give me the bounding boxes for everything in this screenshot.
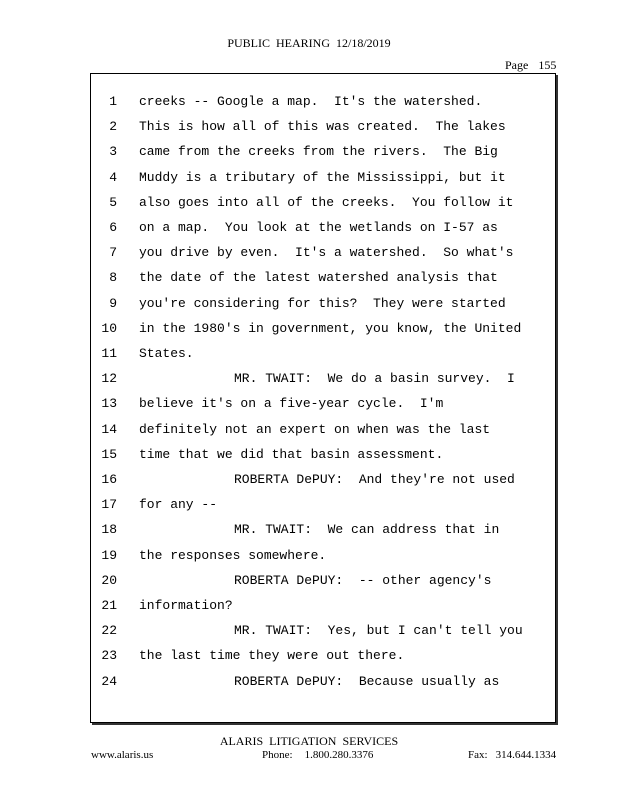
line-number: 8	[109, 270, 117, 286]
line-number: 17	[101, 497, 117, 513]
transcript-line	[91, 470, 555, 490]
line-text: you're considering for this? They were started	[139, 295, 506, 311]
line-number: 5	[109, 194, 117, 210]
line-text: the responses somewhere.	[139, 547, 327, 563]
line-text: definitely not an expert on when was the last	[139, 421, 491, 437]
line-number: 1	[109, 94, 117, 109]
line-number: 15	[101, 446, 117, 462]
transcript-line	[91, 92, 555, 112]
line-number: 14	[101, 421, 117, 437]
line-text: States.	[139, 346, 194, 361]
line-number: 12	[101, 371, 117, 387]
footer-website[interactable]: www.alaris.us	[91, 749, 154, 761]
line-text: the last time they were out there.	[139, 648, 405, 664]
phone-label: Phone:	[262, 749, 293, 761]
transcript-line	[91, 571, 555, 591]
transcript-line	[91, 243, 555, 263]
footer-phone	[262, 749, 373, 761]
transcript-line	[91, 596, 555, 616]
transcript-line	[91, 142, 555, 162]
line-text: information?	[139, 598, 233, 613]
line-number: 24	[101, 673, 117, 689]
line-number: 9	[109, 295, 117, 311]
transcript-line	[91, 546, 555, 566]
line-number: 4	[109, 169, 117, 185]
line-number: 2	[109, 119, 117, 135]
line-text: came from the creeks from the rivers. The Big	[139, 144, 498, 160]
line-text: MR. TWAIT: We do a basin survey. I	[234, 371, 515, 387]
line-number: 7	[109, 245, 117, 261]
line-text: you drive by even. It's a watershed. So what's	[139, 245, 514, 261]
line-text: time that we did that basin assessment.	[139, 446, 444, 462]
transcript-line	[91, 369, 555, 389]
line-number: 3	[109, 144, 117, 160]
transcript-line	[91, 268, 555, 288]
line-text: believe it's on a five-year cycle. I'm	[139, 396, 444, 412]
transcript-line	[91, 394, 555, 414]
transcript-line	[91, 646, 555, 666]
line-number: 6	[109, 220, 117, 235]
transcript-line	[91, 344, 555, 364]
line-number: 13	[101, 396, 117, 412]
line-text: on a map. You look at the wetlands on I-57 as	[139, 220, 498, 235]
page-indicator	[505, 58, 556, 73]
line-number: 16	[101, 472, 117, 487]
line-number: 18	[101, 522, 117, 538]
transcript-line	[91, 117, 555, 137]
line-number: 22	[101, 623, 117, 639]
line-text: ROBERTA DePUY: And they're not used	[234, 472, 515, 487]
transcript-line	[91, 294, 555, 314]
line-text: in the 1980's in government, you know, the United	[139, 320, 522, 336]
footer-company: ALARIS LITIGATION SERVICES	[219, 734, 399, 748]
transcript-line	[91, 621, 555, 641]
page-label: Page	[505, 58, 529, 72]
transcript-line	[91, 193, 555, 213]
transcript-line	[91, 495, 555, 515]
footer-fax	[468, 749, 556, 761]
transcript-line	[91, 445, 555, 465]
line-text: the date of the latest watershed analysis that	[139, 270, 498, 286]
fax-label: Fax:	[468, 749, 488, 761]
line-text: ROBERTA DePUY: Because usually as	[234, 673, 500, 689]
line-number: 20	[101, 572, 117, 588]
line-number: 19	[101, 547, 117, 563]
transcript-line	[91, 168, 555, 188]
line-text: MR. TWAIT: We can address that in	[234, 522, 500, 538]
page-number: 155	[538, 58, 557, 72]
line-text: MR. TWAIT: Yes, but I can't tell you	[234, 623, 523, 639]
line-number: 23	[101, 648, 117, 664]
hearing-header-title: PUBLIC HEARING 12/18/2019	[227, 36, 391, 50]
transcript-line	[91, 218, 555, 238]
line-text: This is how all of this was created. The lakes	[139, 119, 506, 135]
transcript-line	[91, 319, 555, 339]
transcript-line	[91, 672, 555, 692]
line-text: also goes into all of the creeks. You follow it	[139, 194, 514, 210]
transcript-line	[91, 420, 555, 440]
line-number: 10	[101, 320, 117, 336]
line-text: creeks -- Google a map. It's the watershed.	[139, 94, 483, 109]
fax-number: 314.644.1334	[495, 749, 557, 761]
line-text: for any --	[139, 497, 218, 513]
transcript-frame	[90, 73, 556, 723]
transcript-line	[91, 520, 555, 540]
line-text: ROBERTA DePUY: -- other agency's	[234, 572, 492, 588]
line-number: 11	[101, 346, 117, 361]
phone-number: 1.800.280.3376	[304, 749, 374, 761]
line-number: 21	[101, 598, 117, 613]
line-text: Muddy is a tributary of the Mississippi, but it	[139, 169, 506, 185]
